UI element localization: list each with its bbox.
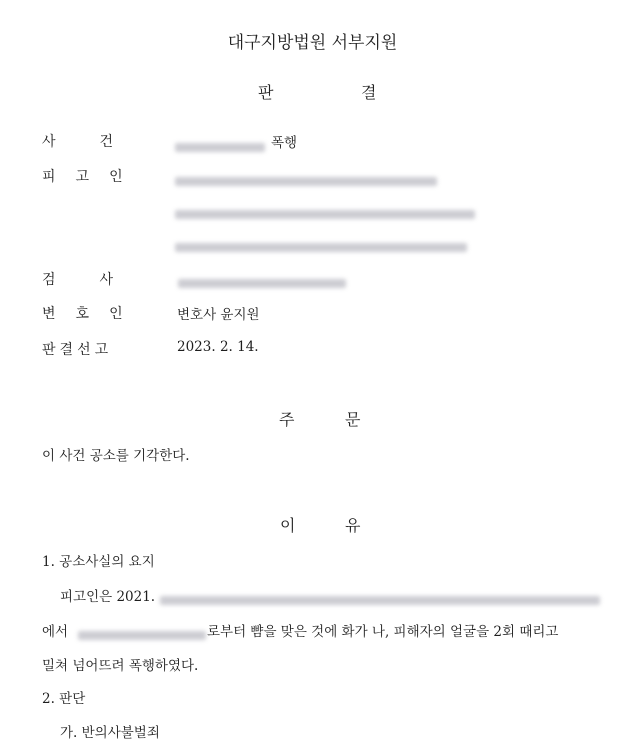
case-name: 폭행 [271,135,298,151]
order-heading-char-2: 문 [345,410,361,429]
title-char-2: 결 [361,83,377,102]
court-name: 대구지방법원 서부지원 [227,33,398,53]
prosecutor-name-redacted [178,273,346,292]
reasons-heading-char-1: 이 [280,516,296,535]
title-char-1: 판 [258,83,274,102]
lawyer-name: 변호사 윤지원 [177,307,260,323]
verdict-date-label: 판 결 선 고 [42,342,109,358]
defendant-label: 피 고 인 [42,169,123,185]
section-1-title: 1. 공소사실의 요지 [42,554,155,570]
case-label: 사 건 [42,134,114,150]
order-text: 이 사건 공소를 기각한다. [42,448,190,464]
victim-name-redacted [78,625,206,644]
verdict-date: 2023. 2. 14. [177,339,259,355]
prosecutor-label: 검 사 [42,272,114,288]
defendant-info-redacted-2 [175,204,475,223]
facts-line-2-prefix: 에서 [42,624,69,640]
defendant-info-redacted-1 [175,171,437,190]
facts-line-1-redacted [160,590,600,609]
facts-line-1-prefix: 피고인은 2021. [60,589,156,605]
facts-line-2-text: 로부터 뺨을 맞은 것에 화가 나, 피해자의 얼굴을 2회 때리고 [207,624,559,640]
reasons-heading-char-2: 유 [345,516,361,535]
defendant-info-redacted-3 [175,237,467,256]
order-heading-char-1: 주 [279,410,295,429]
facts-line-3: 밀쳐 넘어뜨려 폭행하였다. [42,658,199,674]
section-2-title: 2. 판단 [42,691,86,707]
case-number-redacted [175,137,265,156]
section-2-subtitle: 가. 반의사불벌죄 [60,725,160,741]
lawyer-label: 변 호 인 [42,306,123,322]
